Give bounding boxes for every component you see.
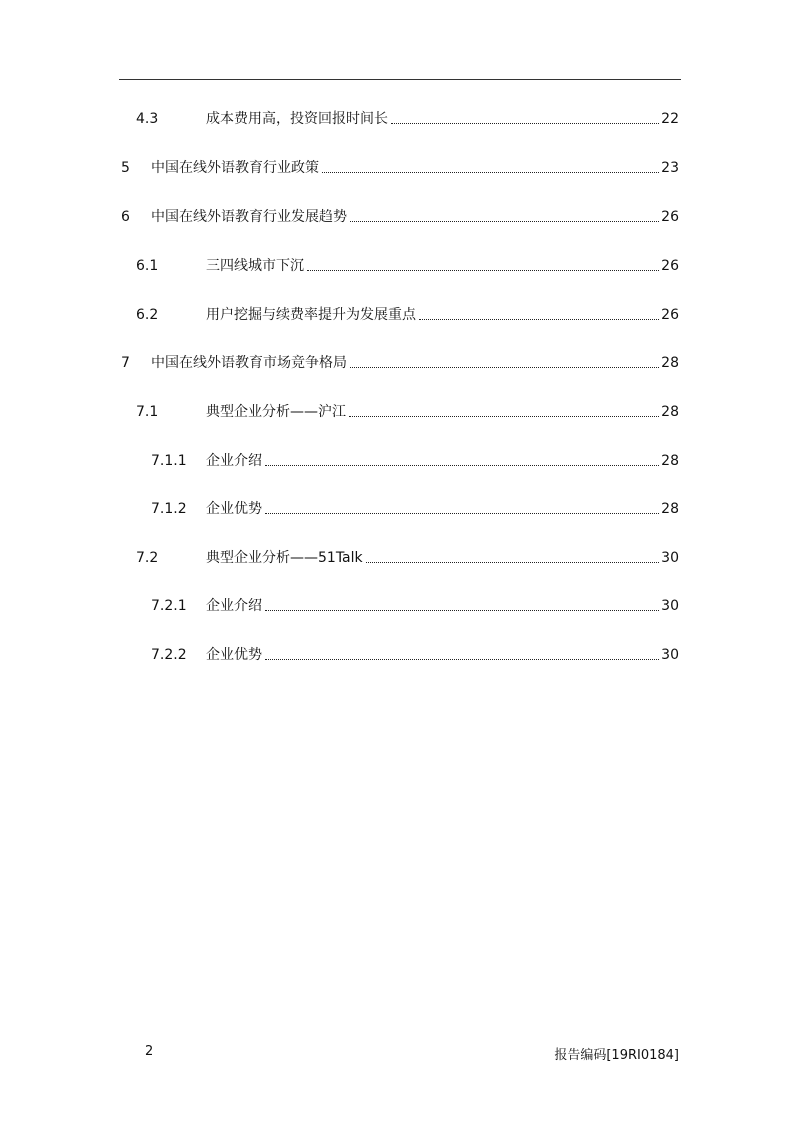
toc-dot-leader: [366, 562, 660, 563]
toc-dot-leader: [265, 659, 659, 660]
toc-entry-page: 28: [661, 501, 679, 517]
toc-entry-page: 28: [661, 453, 679, 469]
toc-entry-page: 30: [661, 550, 679, 566]
footer-report-code: 报告编码[19RI0184]: [554, 1048, 679, 1063]
toc-entry-title: 中国在线外语教育行业发展趋势: [151, 209, 347, 225]
toc-entry-page: 30: [661, 647, 679, 663]
toc-entry-number: 7.1: [136, 404, 159, 420]
toc-entry-title: 中国在线外语教育市场竞争格局: [151, 355, 347, 371]
toc-entry-number: 5: [121, 160, 130, 176]
toc-entry-7-2-1[interactable]: [151, 593, 679, 615]
toc-entry-page: 28: [661, 355, 679, 371]
toc-entry-page: 26: [661, 209, 679, 225]
toc-entry-number: 7.2.2: [151, 647, 187, 663]
toc-entry-title: 典型企业分析——51Talk: [206, 550, 363, 566]
toc-entry-title: 典型企业分析——沪江: [206, 404, 346, 420]
toc-entry-7-1-2[interactable]: [151, 496, 679, 518]
toc-entry-title: 用户挖掘与续费率提升为发展重点: [206, 307, 416, 323]
toc-entry-7-2-2[interactable]: [151, 642, 679, 664]
toc-entry-page: 26: [661, 258, 679, 274]
toc-dot-leader: [349, 416, 659, 417]
toc-entry-page: 26: [661, 307, 679, 323]
toc-entry-title: 三四线城市下沉: [206, 258, 304, 274]
toc-entry-title: 企业优势: [206, 501, 262, 517]
toc-entry-number: 7.2.1: [151, 598, 187, 614]
toc-entry-page: 30: [661, 598, 679, 614]
toc-dot-leader: [265, 610, 659, 611]
toc-entry-title: 中国在线外语教育行业政策: [151, 160, 319, 176]
toc-entry-number: 7: [121, 355, 130, 371]
toc-entry-title: 企业优势: [206, 647, 262, 663]
toc-entry-number: 6.1: [136, 258, 159, 274]
toc-dot-leader: [265, 513, 659, 514]
toc-entry-6[interactable]: [121, 204, 679, 226]
toc-entry-7[interactable]: [121, 350, 679, 372]
toc-entry-title: 企业介绍: [206, 598, 262, 614]
toc-dot-leader: [391, 123, 659, 124]
toc-entry-title: 成本费用高，投资回报时间长: [206, 111, 388, 127]
toc-entry-page: 28: [661, 404, 679, 420]
toc-entry-6-1[interactable]: [136, 253, 679, 275]
toc-entry-number: 6: [121, 209, 130, 225]
toc-entry-number: 7.2: [136, 550, 159, 566]
toc-entry-page: 23: [661, 160, 679, 176]
toc-entry-4-3[interactable]: [136, 106, 679, 128]
toc-dot-leader: [322, 172, 659, 173]
toc-dot-leader: [350, 221, 659, 222]
toc-entry-7-1-1[interactable]: [151, 448, 679, 470]
toc-dot-leader: [419, 319, 659, 320]
toc-entry-number: 7.1.1: [151, 453, 187, 469]
toc-entry-number: 4.3: [136, 111, 159, 127]
toc-dot-leader: [265, 465, 659, 466]
toc-entry-5[interactable]: [121, 155, 679, 177]
toc-entry-title: 企业介绍: [206, 453, 262, 469]
toc-entry-6-2[interactable]: [136, 302, 679, 324]
toc-dot-leader: [307, 270, 659, 271]
toc-entry-7-1[interactable]: [136, 399, 679, 421]
toc-entry-7-2[interactable]: [136, 545, 679, 567]
toc-entry-page: 22: [661, 111, 679, 127]
toc-entry-number: 7.1.2: [151, 501, 187, 517]
footer-page-number: 2: [145, 1044, 154, 1059]
toc-dot-leader: [350, 367, 659, 368]
toc-entry-number: 6.2: [136, 307, 159, 323]
